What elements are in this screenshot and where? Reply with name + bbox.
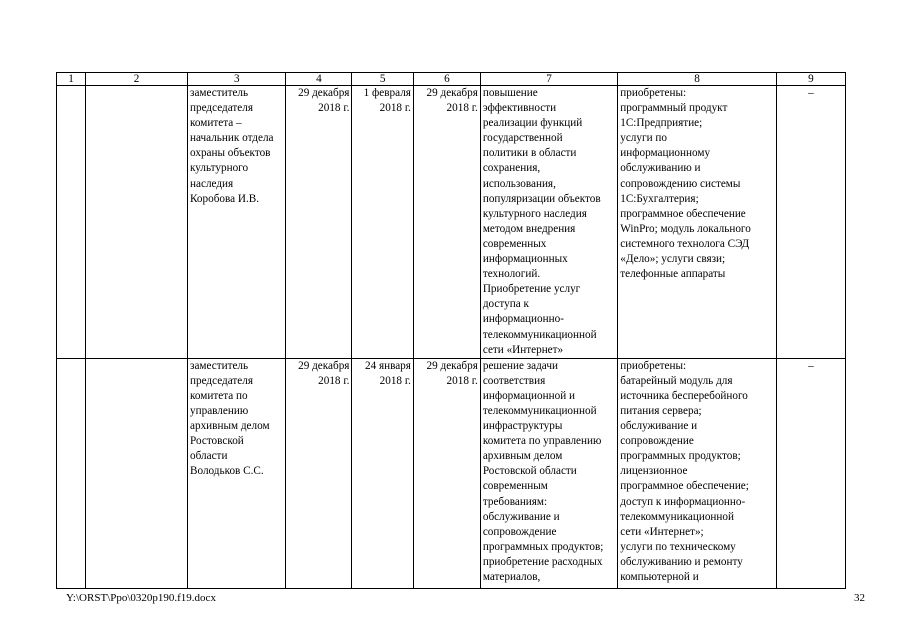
column-number-8: 8 bbox=[618, 73, 777, 86]
actual-end-date-cell: 29 декабря 2018 г. bbox=[413, 358, 480, 588]
actual-result-cell: приобретены: программный продукт 1С:Предприятие; услуги по информационному обслуживанию и сопровождению системы 1С:Бухгалтерия; программное обеспечение WinPro; модуль локального системного технолога СЭД «Дело»; услуги связи; телефонные аппараты bbox=[618, 86, 777, 359]
column-number-3: 3 bbox=[188, 73, 286, 86]
column-number-7: 7 bbox=[480, 73, 617, 86]
report-table bbox=[56, 72, 846, 589]
actual-start-date-cell: 1 февраля 2018 г. bbox=[352, 86, 414, 359]
planned-end-date-cell: 29 декабря 2018 г. bbox=[286, 358, 352, 588]
table-row bbox=[57, 358, 846, 588]
expected-result-cell: решение задачи соответствия информационной и телекоммуникационной инфраструктуры комитета по управлению архивным делом Ростовской области современным требованиям: обслуживание и сопровождение программных продуктов; приобретение расходных материалов, bbox=[480, 358, 617, 588]
column-number-2: 2 bbox=[86, 73, 188, 86]
file-path-footer: Y:\ORST\Ppo\0320p190.f19.docx bbox=[66, 592, 216, 604]
page-number: 32 bbox=[854, 592, 865, 604]
column-number-4: 4 bbox=[286, 73, 352, 86]
table-viewport bbox=[56, 72, 846, 583]
row-cell-name bbox=[86, 86, 188, 359]
responsible-person-cell: заместитель председателя комитета – начальник отдела охраны объектов культурного наследия Коробова И.В. bbox=[188, 86, 286, 359]
column-number-row bbox=[57, 73, 846, 86]
row-cell-name bbox=[86, 358, 188, 588]
row-cell-number bbox=[57, 86, 86, 359]
actual-result-cell: приобретены: батарейный модуль для источника бесперебойного питания сервера; обслуживание и сопровождение программных продуктов; лицензионное программное обеспечение; доступ к информационно- телекоммуникационной сети «Интернет»; услуги по техническому обслуживанию и ремонту компьютерной и bbox=[618, 358, 777, 588]
column-number-1: 1 bbox=[57, 73, 86, 86]
table-row bbox=[57, 86, 846, 359]
problems-cell: – bbox=[776, 86, 845, 359]
actual-end-date-cell: 29 декабря 2018 г. bbox=[413, 86, 480, 359]
planned-end-date-cell: 29 декабря 2018 г. bbox=[286, 86, 352, 359]
column-number-9: 9 bbox=[776, 73, 845, 86]
expected-result-cell: повышение эффективности реализации функций государственной политики в области сохранения, использования, популяризации объектов культурного наследия методом внедрения современных информационных технологий. Приобретение услуг доступа к информационно- телекоммуникационной сети «Интернет» bbox=[480, 86, 617, 359]
actual-start-date-cell: 24 января 2018 г. bbox=[352, 358, 414, 588]
row-cell-number bbox=[57, 358, 86, 588]
column-number-6: 6 bbox=[413, 73, 480, 86]
column-number-5: 5 bbox=[352, 73, 414, 86]
problems-cell: – bbox=[776, 358, 845, 588]
responsible-person-cell: заместитель председателя комитета по управлению архивным делом Ростовской области Володьков С.С. bbox=[188, 358, 286, 588]
